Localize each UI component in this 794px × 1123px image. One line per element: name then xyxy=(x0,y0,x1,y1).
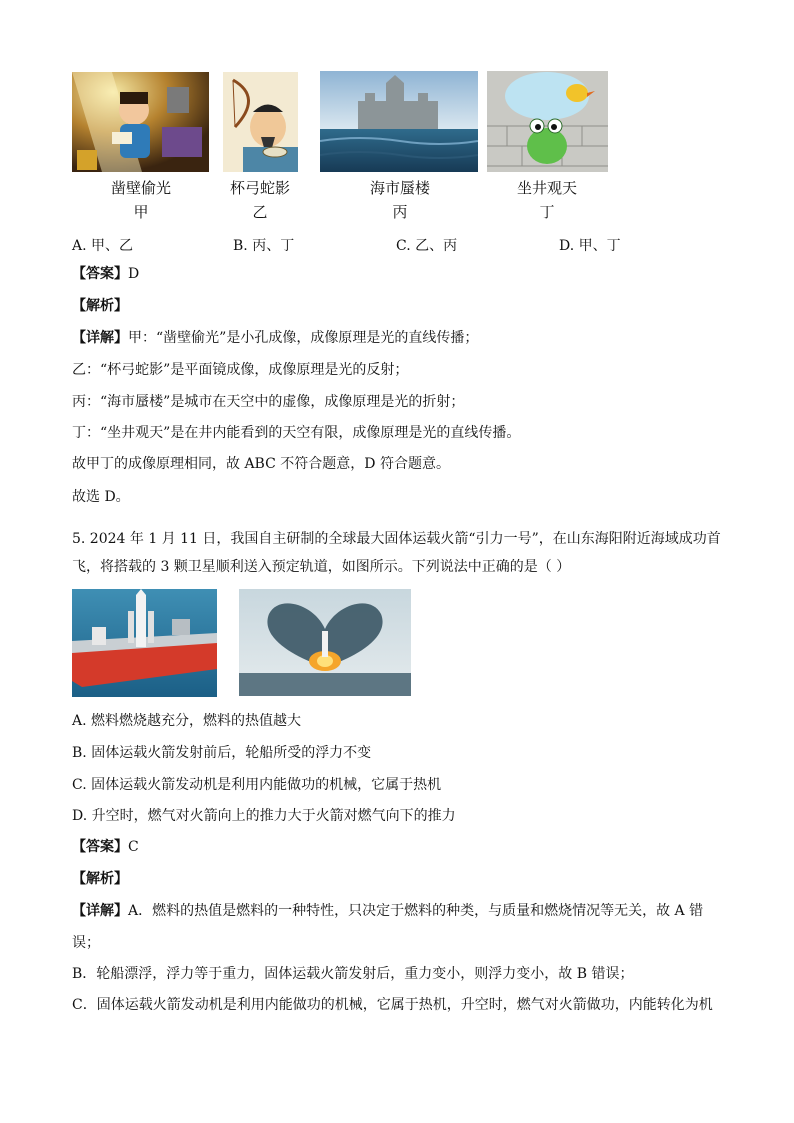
analysis-label: 【解析】 xyxy=(72,298,128,314)
picture-rocket-launch xyxy=(239,589,411,696)
picture-letter: 甲 xyxy=(133,203,149,221)
picture-ding-frog-well xyxy=(487,71,608,172)
answer-label: 【答案】 xyxy=(72,839,128,855)
detail-line: 丁：“坐井观天”是在井内能看到的天空有限，成像原理是光的直线传播。 xyxy=(72,425,521,441)
detail-line: 丙：“海市蜃楼”是城市在天空中的虚像，成像原理是光的折射； xyxy=(72,394,465,410)
detail-line xyxy=(72,902,703,920)
picture-rocket-ship xyxy=(72,589,217,697)
detail-line xyxy=(72,329,478,347)
picture-caption: 海市蜃楼 xyxy=(369,179,430,197)
option-b: B. 固体运载火箭发射前后，轮船所受的浮力不变 xyxy=(72,745,372,761)
picture-caption: 坐井观天 xyxy=(516,179,577,197)
detail-line: C．固体运载火箭发动机是利用内能做功的机械，它属于热机，升空时，燃气对火箭做功，内能转化为机 xyxy=(72,997,713,1013)
answer-value: C xyxy=(128,839,139,855)
picture-caption: 凿壁偷光 xyxy=(110,179,171,197)
option-d: D. 甲、丁 xyxy=(559,238,621,254)
option-d: D. 升空时，燃气对火箭向上的推力大于火箭对燃气向下的推力 xyxy=(72,808,456,824)
picture-letter: 丁 xyxy=(539,203,555,221)
question-stem: 飞，将搭载的 3 颗卫星顺利送入预定轨道，如图所示。下列说法中正确的是（ ） xyxy=(72,559,571,575)
picture-caption: 杯弓蛇影 xyxy=(229,179,290,197)
detail-label: 【详解】 xyxy=(72,330,128,346)
analysis-label: 【解析】 xyxy=(72,871,128,887)
question-stem: 5. 2024 年 1 月 11 日，我国自主研制的全球最大固体运载火箭“引力一号”，在山东海阳附近海域成功首 xyxy=(72,531,721,547)
answer-value: D xyxy=(128,266,140,282)
option-a: A. 甲、乙 xyxy=(72,238,134,254)
detail-line: B．轮船漂浮，浮力等于重力，固体运载火箭发射后，重力变小，则浮力变小，故 B 错误； xyxy=(72,966,634,982)
detail-label: 【详解】 xyxy=(72,903,128,919)
picture-letter: 乙 xyxy=(252,203,268,221)
detail-line: 故甲丁的成像原理相同，故 ABC 不符合题意，D 符合题意。 xyxy=(72,456,450,472)
picture-letter: 丙 xyxy=(392,203,408,221)
detail-line: 乙：“杯弓蛇影”是平面镜成像，成像原理是光的反射； xyxy=(72,362,409,378)
detail-line: 误； xyxy=(72,935,100,951)
detail-text: 甲：“凿壁偷光”是小孔成像，成像原理是光的直线传播； xyxy=(128,330,479,346)
answer-line xyxy=(72,838,139,856)
detail-text: A．燃料的热值是燃料的一种特性，只决定于燃料的种类，与质量和燃烧情况等无关，故 A 错 xyxy=(128,903,704,919)
option-a: A. 燃料燃烧越充分，燃料的热值越大 xyxy=(72,713,302,729)
answer-line xyxy=(72,265,139,283)
option-b: B. 丙、丁 xyxy=(233,238,295,254)
answer-label: 【答案】 xyxy=(72,266,128,282)
option-c: C. 乙、丙 xyxy=(396,238,458,254)
picture-yi-cup-bow xyxy=(223,72,298,172)
detail-line: 故选 D。 xyxy=(72,489,130,505)
option-c: C. 固体运载火箭发动机是利用内能做功的机械，它属于热机 xyxy=(72,777,442,793)
picture-jia-boy-reading xyxy=(72,72,209,172)
picture-bing-mirage-city xyxy=(320,71,478,172)
